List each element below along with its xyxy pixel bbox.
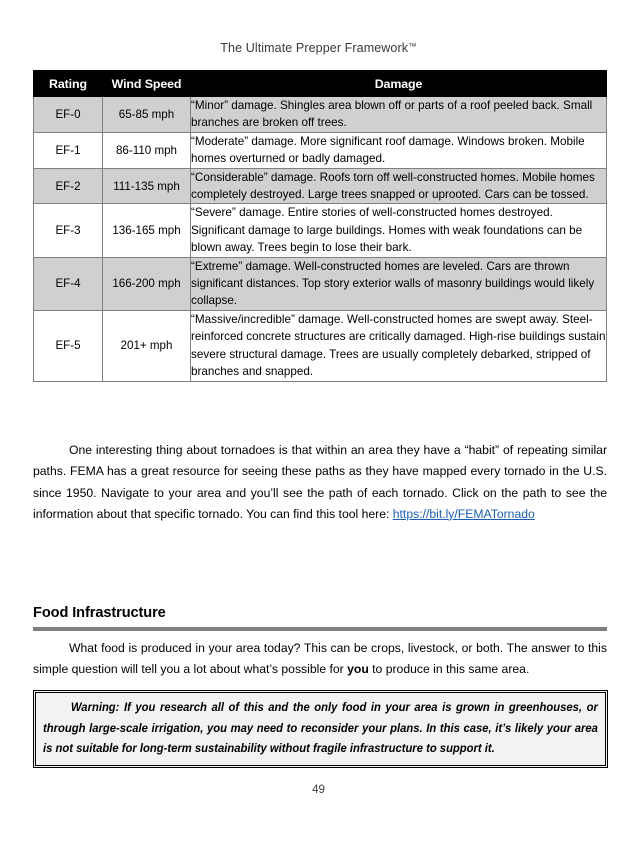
- cell-damage: “Minor” damage. Shingles area blown off or parts of a roof peeled back. Small branches are broken off trees.: [191, 97, 607, 133]
- cell-rating: EF-4: [34, 257, 103, 310]
- column-header-damage: Damage: [191, 71, 607, 97]
- table-row: [34, 310, 607, 381]
- column-header-wind-speed: Wind Speed: [103, 71, 191, 97]
- food-paragraph: [33, 638, 607, 681]
- cell-damage: “Extreme” damage. Well-constructed homes are leveled. Cars are thrown significant distances. Top story exterior walls of masonry buildings would likely collapse.: [191, 257, 607, 310]
- food-paragraph-part1: What food is produced in your area today? This can be crops, livestock, or both. The answer to this simple question will tell you a lot about what’s possible for: [33, 641, 607, 677]
- ef-scale-table: [33, 70, 607, 382]
- table-header-row: [34, 71, 607, 97]
- trademark-symbol: ™: [408, 41, 417, 51]
- cell-damage: “Massive/incredible” damage. Well-constructed homes are swept away. Steel-reinforced concrete structures are critically damaged. High-rise buildings sustain severe structural damage. Trees are usually completely debarked, stripped of branches and snapped.: [191, 310, 607, 381]
- cell-rating: EF-5: [34, 310, 103, 381]
- tornado-paragraph-text: One interesting thing about tornadoes is that within an area they have a “habit” of repeating similar paths. FEMA has a great resource for seeing these paths as they have mapped every tornado in the U.S. since 1950. Navigate to your area and you’ll see the path of each tornado. Click on the path to see the information about that specific tornado. You can find this tool here:: [33, 443, 607, 521]
- cell-damage: “Moderate” damage. More significant roof damage. Windows broken. Mobile homes overturned or badly damaged.: [191, 132, 607, 168]
- cell-wind-speed: 166-200 mph: [103, 257, 191, 310]
- table-row: [34, 257, 607, 310]
- cell-wind-speed: 136-165 mph: [103, 204, 191, 257]
- cell-wind-speed: 201+ mph: [103, 310, 191, 381]
- column-header-rating: Rating: [34, 71, 103, 97]
- table-row: [34, 97, 607, 133]
- cell-damage: “Considerable” damage. Roofs torn off well-constructed homes. Mobile homes completely destroyed. Large trees snapped or uprooted. Cars can be tossed.: [191, 168, 607, 204]
- food-paragraph-part2: to produce in this same area.: [368, 662, 530, 677]
- table-row: [34, 168, 607, 204]
- running-header: [0, 38, 637, 56]
- warning-callout-box: [33, 690, 608, 768]
- section-divider: [33, 627, 607, 631]
- cell-wind-speed: 111-135 mph: [103, 168, 191, 204]
- fema-tornado-link[interactable]: https://bit.ly/FEMATornado: [392, 506, 535, 521]
- food-paragraph-emphasis: you: [347, 662, 369, 677]
- cell-rating: EF-3: [34, 204, 103, 257]
- warning-callout-inner: [35, 692, 606, 766]
- cell-damage: “Severe” damage. Entire stories of well-constructed homes destroyed. Significant damage to large buildings. Homes with weak foundations can be blown away. Trees begin to lose their bark.: [191, 204, 607, 257]
- page-number: 49: [312, 784, 325, 796]
- tornado-paragraph: [33, 440, 607, 525]
- warning-text: Warning: If you research all of this and the only food in your area is grown in greenhouses, or through large-scale irrigation, you may need to reconsider your plans. In this case, it’s likely your area is not suitable for long-term sustainability without fragile infrastructure to support it.: [43, 700, 598, 755]
- cell-wind-speed: 65-85 mph: [103, 97, 191, 133]
- cell-rating: EF-1: [34, 132, 103, 168]
- section-heading-food-infrastructure: Food Infrastructure: [33, 605, 166, 621]
- table-row: [34, 132, 607, 168]
- running-header-title: The Ultimate Prepper Framework: [220, 41, 409, 55]
- cell-wind-speed: 86-110 mph: [103, 132, 191, 168]
- table-row: [34, 204, 607, 257]
- cell-rating: EF-0: [34, 97, 103, 133]
- cell-rating: EF-2: [34, 168, 103, 204]
